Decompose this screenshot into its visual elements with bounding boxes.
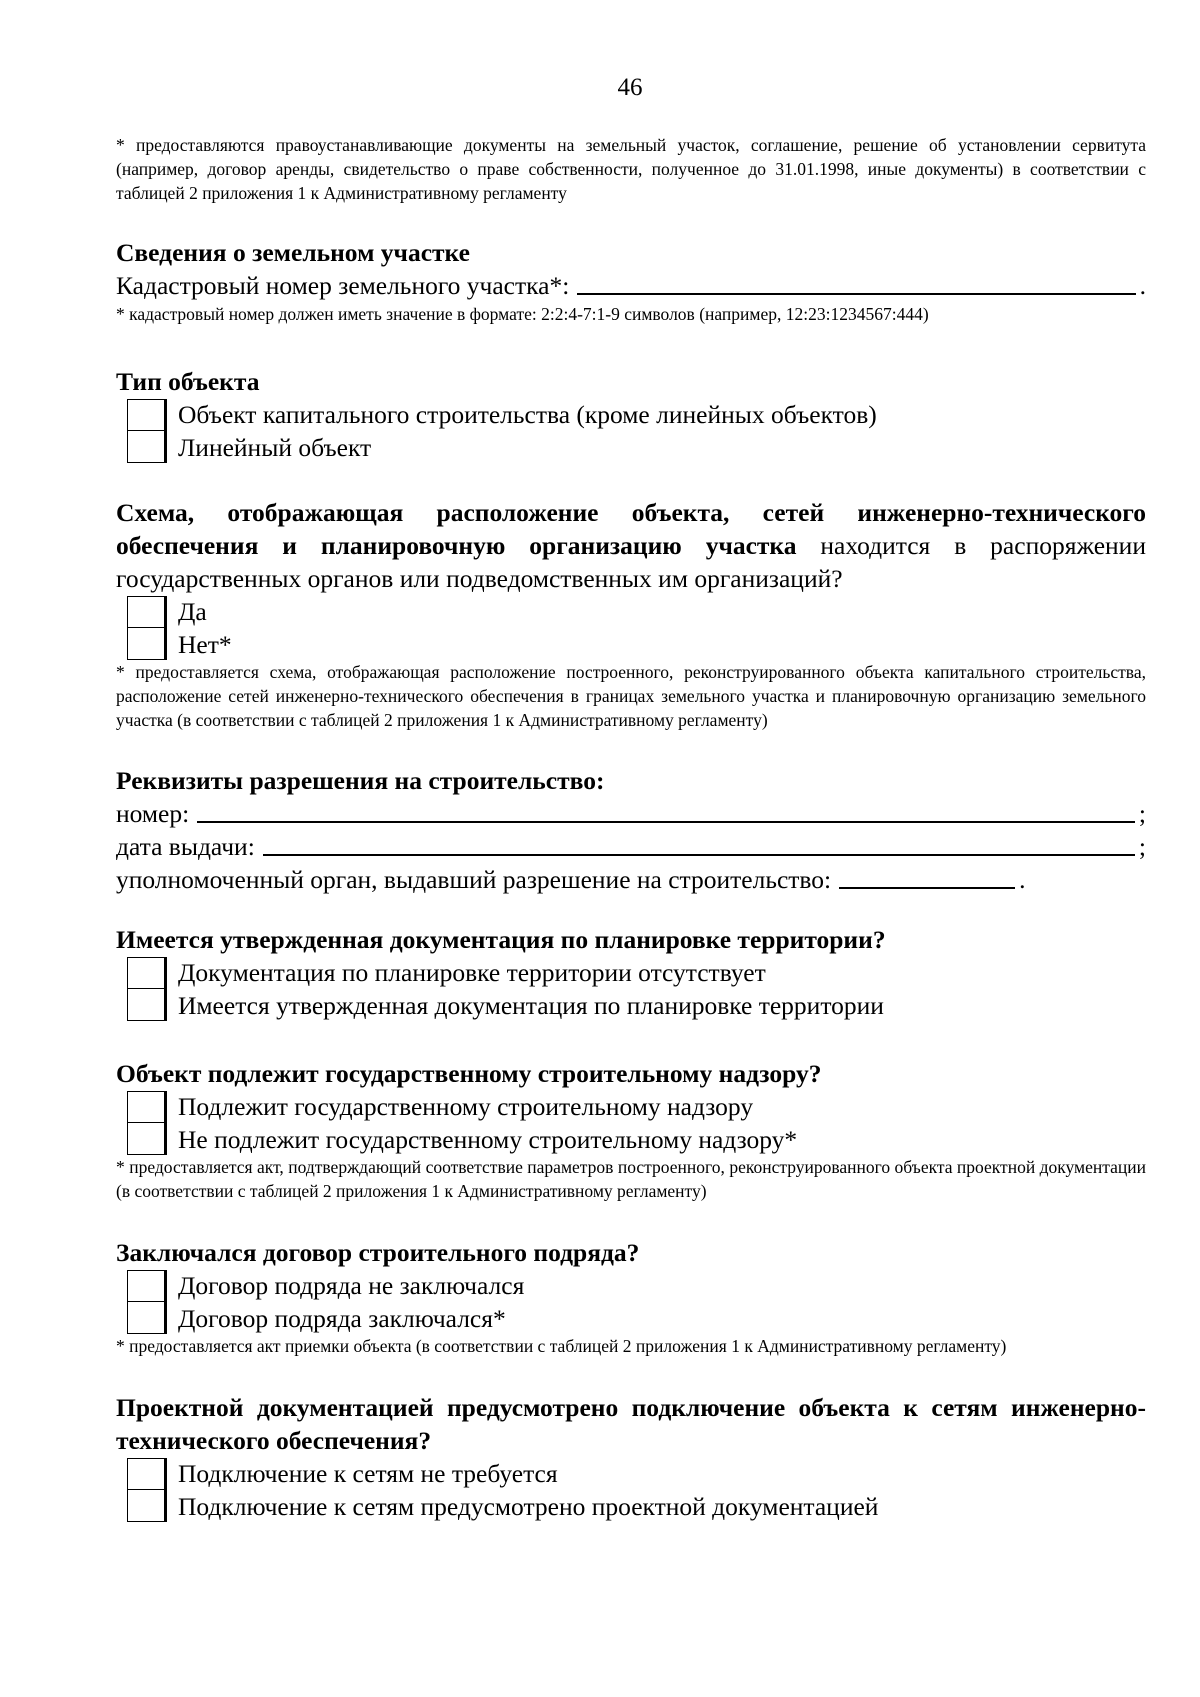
permit-authority-row — [116, 863, 1146, 896]
object-type-option-capital — [116, 398, 1146, 431]
checkbox[interactable] — [127, 399, 167, 431]
permit-number-label: номер: — [116, 799, 190, 828]
checkbox[interactable] — [127, 596, 167, 628]
section-planning-docs — [116, 923, 1146, 1021]
contract-option-concluded — [116, 1302, 1146, 1334]
permit-date-semicolon: ; — [1138, 832, 1146, 861]
cadastral-number-label: Кадастровый номер земельного участка*: — [116, 271, 570, 300]
section-object-type — [116, 365, 1146, 463]
option-label: Линейный объект — [178, 432, 372, 462]
checkbox[interactable] — [127, 1302, 167, 1334]
object-type-heading: Тип объекта — [116, 367, 260, 396]
planning-option-approved — [116, 989, 1146, 1021]
checkbox[interactable] — [127, 431, 167, 463]
cadastral-number-field[interactable] — [577, 292, 1135, 295]
checkbox[interactable] — [127, 628, 167, 660]
scheme-option-yes — [116, 595, 1146, 628]
scheme-question — [116, 496, 1146, 595]
scheme-question-bold: Схема, отображающая расположение объекта, сетей инженерно-технического обеспечения и планировочную организацию участка — [116, 498, 1146, 560]
page-number: 46 — [617, 74, 643, 101]
section-scheme — [116, 496, 1146, 732]
land-heading: Сведения о земельном участке — [116, 238, 470, 267]
option-label: Да — [178, 597, 207, 626]
permit-authority-label: уполномоченный орган, выдавший разрешение на строительство: — [116, 865, 832, 894]
planning-heading: Имеется утвержденная документация по планировке территории? — [116, 925, 886, 954]
networks-option-not-required — [116, 1457, 1146, 1490]
option-label: Нет* — [178, 629, 232, 659]
form-content — [116, 133, 1146, 1522]
permit-date-row — [116, 830, 1146, 863]
object-type-option-linear — [116, 431, 1146, 463]
option-label: Имеется утвержденная документация по планировке территории — [178, 990, 884, 1020]
contract-heading: Заключался договор строительного подряда? — [116, 1238, 640, 1267]
section-construction-contract — [116, 1236, 1146, 1358]
checkbox[interactable] — [127, 1091, 167, 1123]
checkbox[interactable] — [127, 957, 167, 989]
permit-date-field[interactable] — [263, 853, 1135, 856]
section-supervision — [116, 1057, 1146, 1203]
permit-heading: Реквизиты разрешения на строительство: — [116, 766, 605, 795]
permit-number-field[interactable] — [197, 820, 1135, 823]
planning-option-absent — [116, 956, 1146, 989]
cadastral-end-mark: . — [1139, 271, 1146, 300]
option-label: Подключение к сетям предусмотрено проектной документацией — [178, 1491, 879, 1521]
scheme-option-no — [116, 628, 1146, 660]
supervision-option-not-subject — [116, 1123, 1146, 1155]
scheme-question-rest: находится в распоряжении государственных органов или подведомственных им организаций? — [116, 531, 1146, 593]
intro-footnote: * предоставляются правоустанавливающие документы на земельный участок, соглашение, решение об установлении сервитута (например, договор аренды, свидетельство о праве собственности, полученное до 31.01.1998, иные документы) в соответствии с таблицей 2 приложения 1 к Административному регламенту — [116, 135, 1146, 203]
checkbox[interactable] — [127, 989, 167, 1021]
networks-heading: Проектной документацией предусмотрено подключение объекта к сетям инженерно-технического обеспечения? — [116, 1393, 1146, 1455]
checkbox[interactable] — [127, 1490, 167, 1522]
section-land-plot — [116, 236, 1146, 326]
scheme-footnote: * предоставляется схема, отображающая расположение построенного, реконструированного объекта капитального строительства, расположение сетей инженерно-технического обеспечения в границах земельного участка и планировочную организацию земельного участка (в соответствии с таблицей 2 приложения 1 к Административному регламенту) — [116, 662, 1146, 730]
supervision-option-subject — [116, 1090, 1146, 1123]
section-building-permit — [116, 764, 1146, 896]
permit-date-label: дата выдачи: — [116, 832, 255, 861]
contract-footnote: * предоставляется акт приемки объекта (в соответствии с таблицей 2 приложения 1 к Административному регламенту) — [116, 1336, 1007, 1356]
contract-option-none — [116, 1269, 1146, 1302]
cadastral-number-row — [116, 269, 1146, 302]
cadastral-footnote: * кадастровый номер должен иметь значение в формате: 2:2:4-7:1-9 символов (например, 12:23:1234567:444) — [116, 304, 929, 324]
networks-option-provided — [116, 1490, 1146, 1522]
checkbox[interactable] — [127, 1270, 167, 1302]
supervision-heading: Объект подлежит государственному строительному надзору? — [116, 1059, 822, 1088]
option-label: Подлежит государственному строительному надзору — [178, 1092, 754, 1121]
option-label: Договор подряда заключался* — [178, 1303, 506, 1333]
section-network-connection — [116, 1391, 1146, 1522]
option-label: Объект капитального строительства (кроме линейных объектов) — [178, 400, 877, 429]
permit-number-row — [116, 797, 1146, 830]
supervision-footnote: * предоставляется акт, подтверждающий соответствие параметров построенного, реконструированного объекта проектной документации (в соответствии с таблицей 2 приложения 1 к Административному регламенту) — [116, 1157, 1146, 1201]
option-label: Договор подряда не заключался — [178, 1271, 525, 1300]
permit-number-semicolon: ; — [1138, 799, 1146, 828]
option-label: Подключение к сетям не требуется — [178, 1459, 558, 1488]
checkbox[interactable] — [127, 1123, 167, 1155]
option-label: Документация по планировке территории отсутствует — [178, 958, 766, 987]
checkbox[interactable] — [127, 1458, 167, 1490]
permit-authority-field[interactable] — [839, 886, 1015, 889]
option-label: Не подлежит государственному строительному надзору* — [178, 1124, 798, 1154]
permit-authority-end: . — [1019, 865, 1026, 894]
